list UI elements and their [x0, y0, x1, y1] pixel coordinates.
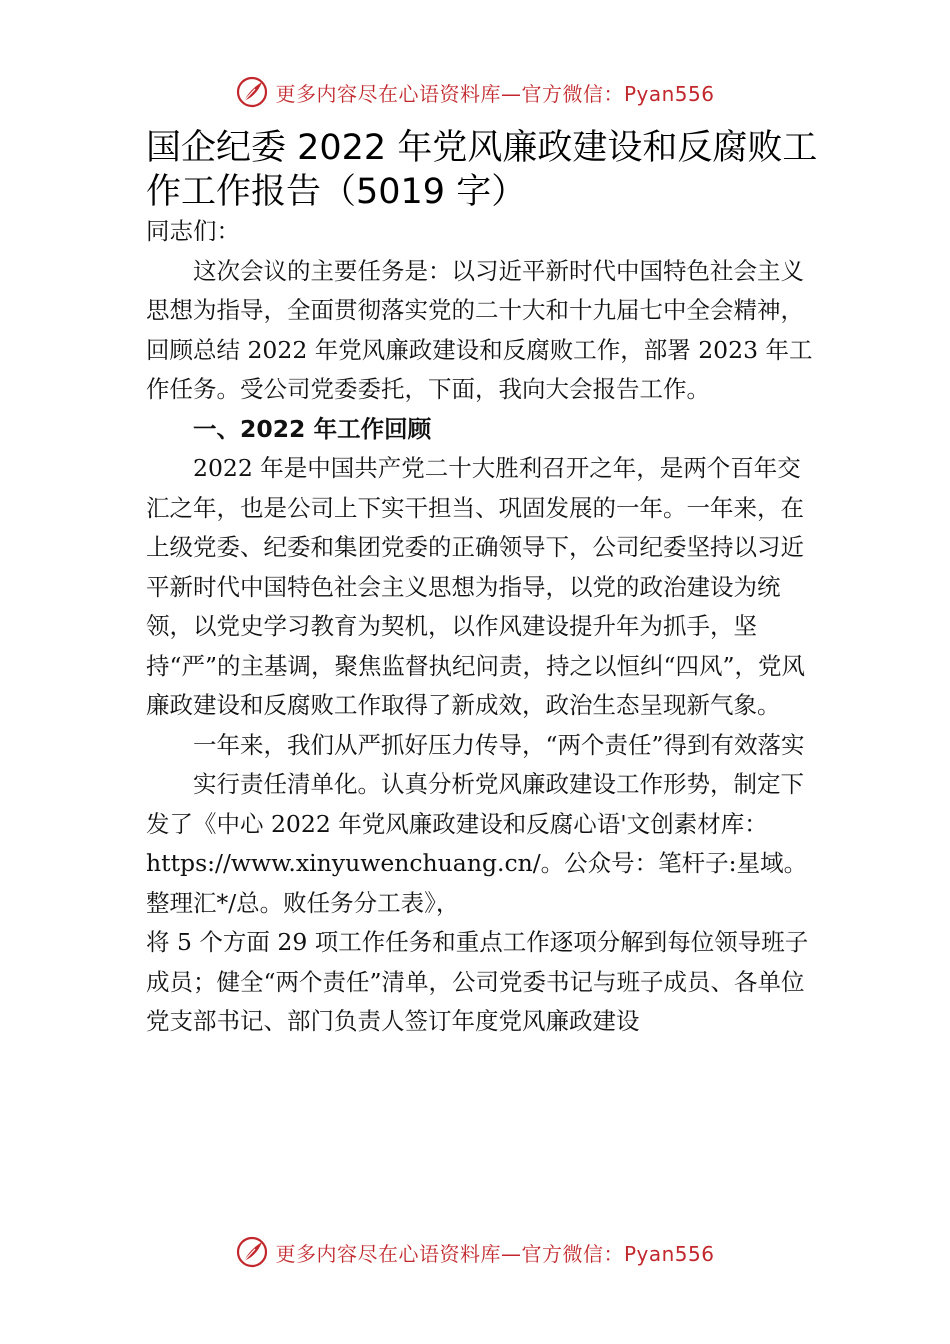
footer-banner	[0, 1232, 950, 1272]
banner-text: 更多内容尽在心语资料库—官方微信：Pyan556	[275, 81, 715, 106]
section-heading: 一、2022 年工作回顾	[193, 414, 432, 443]
salutation: 同志们：	[146, 217, 240, 245]
feather-pen-icon	[235, 75, 269, 109]
paragraph: 实行责任清单化。认真分析党风廉政建设工作形势，制定下发了《中心 2022 年党风廉政建设和反腐心语'文创素材库：https://www.xinyuwenchuang.cn/。公众号：笔杆子:星域。整理汇*/总。败任务分工表》，	[146, 770, 808, 917]
paragraph: 这次会议的主要任务是：以习近平新时代中国特色社会主义思想为指导，全面贯彻落实党的二十大和十九届七中全会精神，回顾总结 2022 年党风廉政建设和反腐败工作，部署 2023 年工作任务。受公司党委委托，下面，我向大会报告工作。	[146, 256, 813, 403]
feather-pen-icon	[235, 1235, 269, 1269]
paragraph: 2022 年是中国共产党二十大胜利召开之年，是两个百年交汇之年，也是公司上下实干担当、巩固发展的一年。一年来，在上级党委、纪委和集团党委的正确领导下，公司纪委坚持以习近平新时代中国特色社会主义思想为指导，以党的政治建设为统领，以党史学习教育为契机，以作风建设提升年为抓手，坚持“严”的主基调，聚焦监督执纪问责，持之以恒纠“四风”，党风廉政建设和反腐败工作取得了新成效，政治生态呈现新气象。	[146, 454, 806, 719]
document-body	[146, 212, 816, 1042]
paragraph: 一年来，我们从严抓好压力传导，“两个责任”得到有效落实	[193, 730, 805, 759]
document-title: 国企纪委 2022 年党风廉政建设和反腐败工作工作报告（5019 字）	[146, 128, 818, 212]
paragraph: 将 5 个方面 29 项工作任务和重点工作逐项分解到每位领导班子成员；健全“两个责任”清单，公司党委书记与班子成员、各单位党支部书记、部门负责人签订年度党风廉政建设	[146, 928, 809, 1035]
header-banner	[0, 72, 950, 112]
banner-text: 更多内容尽在心语资料库—官方微信：Pyan556	[275, 1241, 715, 1266]
